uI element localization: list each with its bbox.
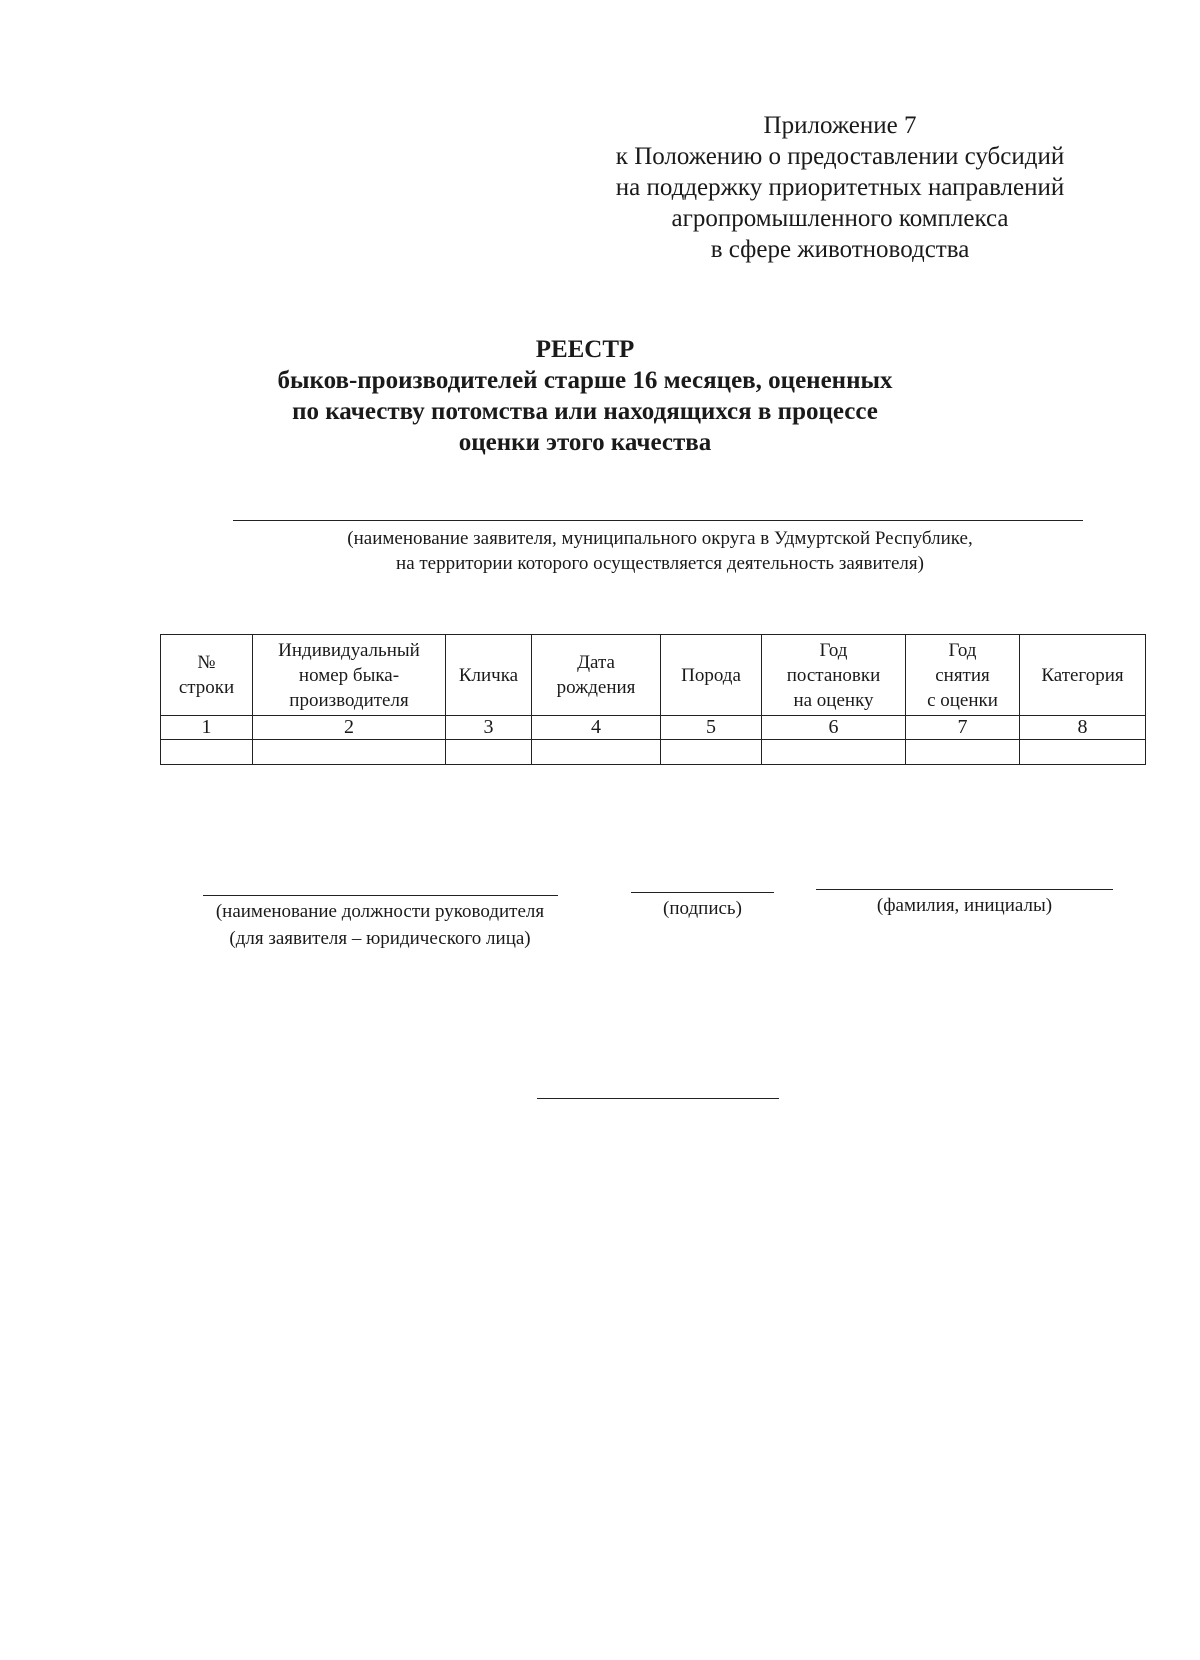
applicant-caption-line: (наименование заявителя, муниципального округа в Удмуртской Республике, bbox=[347, 528, 973, 549]
position-line bbox=[203, 895, 558, 896]
column-number: 2 bbox=[253, 716, 446, 740]
applicant-name-line bbox=[233, 520, 1083, 521]
table-cell bbox=[762, 740, 906, 765]
signature-line bbox=[631, 892, 774, 893]
title-heading: РЕЕСТР bbox=[535, 336, 635, 363]
title-line: быков-производителей старше 16 месяцев, оцененных bbox=[277, 367, 893, 394]
table-cell bbox=[906, 740, 1020, 765]
appendix-line: Приложение 7 bbox=[763, 112, 917, 139]
header-row-number: № строки bbox=[161, 635, 253, 716]
table-cell bbox=[1020, 740, 1146, 765]
table-cell bbox=[161, 740, 253, 765]
header-evaluation-start-year: Год постановки на оценку bbox=[762, 635, 906, 716]
column-number: 4 bbox=[532, 716, 661, 740]
applicant-caption bbox=[160, 526, 1160, 576]
header-individual-number: Индивидуальный номер быка- производителя bbox=[253, 635, 446, 716]
header-evaluation-end-year: Год снятия с оценки bbox=[906, 635, 1020, 716]
name-line bbox=[816, 889, 1113, 890]
table-row bbox=[161, 740, 1146, 765]
signature-caption: (подпись) bbox=[663, 898, 742, 919]
table-number-row bbox=[161, 716, 1146, 740]
table-cell bbox=[661, 740, 762, 765]
header-nickname: Кличка bbox=[446, 635, 532, 716]
document-title bbox=[160, 334, 1010, 458]
appendix-line: в сфере животноводства bbox=[710, 236, 970, 263]
header-breed: Порода bbox=[661, 635, 762, 716]
name-caption: (фамилия, инициалы) bbox=[876, 895, 1053, 916]
column-number: 7 bbox=[906, 716, 1020, 740]
table-header-row bbox=[161, 635, 1146, 716]
table-cell bbox=[446, 740, 532, 765]
title-line: по качеству потомства или находящихся в процессе bbox=[292, 398, 878, 425]
title-line: оценки этого качества bbox=[458, 429, 712, 456]
closing-divider bbox=[537, 1098, 779, 1099]
appendix-block bbox=[560, 110, 1120, 265]
table-cell bbox=[532, 740, 661, 765]
header-category: Категория bbox=[1020, 635, 1146, 716]
column-number: 1 bbox=[161, 716, 253, 740]
position-caption: (наименование должности руководителя (для заявителя – юридического лица) bbox=[215, 901, 545, 949]
registry-table bbox=[160, 634, 1146, 765]
appendix-line: к Положению о предоставлении субсидий bbox=[615, 143, 1065, 170]
applicant-caption-line: на территории которого осуществляется деятельность заявителя) bbox=[396, 553, 924, 574]
column-number: 8 bbox=[1020, 716, 1146, 740]
column-number: 5 bbox=[661, 716, 762, 740]
table-cell bbox=[253, 740, 446, 765]
header-birth-date: Дата рождения bbox=[532, 635, 661, 716]
appendix-line: агропромышленного комплекса bbox=[671, 205, 1009, 232]
appendix-line: на поддержку приоритетных направлений bbox=[615, 174, 1065, 201]
column-number: 6 bbox=[762, 716, 906, 740]
column-number: 3 bbox=[446, 716, 532, 740]
